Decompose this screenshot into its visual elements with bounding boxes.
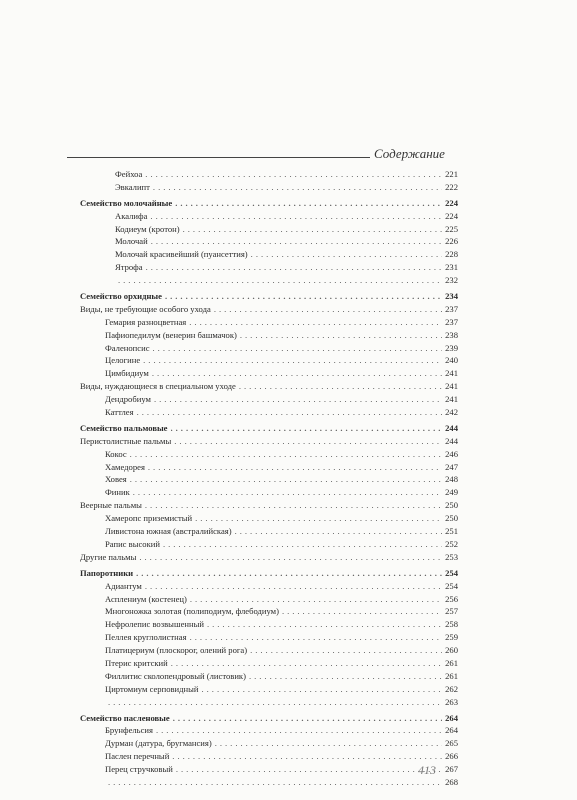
toc-title: Веерные пальмы xyxy=(80,500,142,511)
toc-section xyxy=(80,422,458,435)
dot-leader xyxy=(214,303,442,316)
toc-title: Хамедорея xyxy=(105,461,145,472)
toc-title: Семейство пасленовые xyxy=(80,712,170,723)
dot-leader xyxy=(153,181,442,194)
toc-title: Каттлея xyxy=(105,407,134,418)
dot-leader xyxy=(151,235,442,248)
dot-leader xyxy=(171,657,442,670)
toc-page-number: 225 xyxy=(445,223,458,234)
toc-page-number: 254 xyxy=(445,567,458,578)
toc-page-number: 232 xyxy=(445,275,458,286)
dot-leader xyxy=(250,644,442,657)
toc-page-number: 253 xyxy=(445,551,458,562)
toc-title: Виды, нуждающиеся в специальном уходе xyxy=(80,381,236,392)
dot-leader xyxy=(143,354,442,367)
toc-page-number: 241 xyxy=(445,394,458,405)
toc-title: Пафиопедилум (венерин башмачок) xyxy=(105,329,237,340)
toc-entry xyxy=(80,181,458,194)
dot-leader xyxy=(156,724,442,737)
toc-entry xyxy=(80,657,458,670)
toc-page-number: 258 xyxy=(445,619,458,630)
toc-title: Птерис критский xyxy=(105,657,168,668)
toc-entry xyxy=(80,406,458,419)
dot-leader xyxy=(152,367,442,380)
toc-entry xyxy=(80,261,458,274)
toc-page-number: 237 xyxy=(445,316,458,327)
toc-page-number: 262 xyxy=(445,683,458,694)
toc-title: Ятрофа xyxy=(115,262,143,273)
toc-title: Фаленопсис xyxy=(105,342,150,353)
toc-entry xyxy=(80,461,458,474)
toc-entry xyxy=(80,763,458,776)
dot-leader xyxy=(137,406,443,419)
toc-page-number: 242 xyxy=(445,407,458,418)
dot-leader xyxy=(163,538,442,551)
toc-title: Многоножка золотая (полиподиум, флебодиум) xyxy=(105,606,279,617)
toc-page-number: 251 xyxy=(445,526,458,537)
toc-entry xyxy=(80,683,458,696)
toc-title: Молочай красивейший (пуансеттия) xyxy=(115,249,248,260)
header-rule xyxy=(67,157,370,158)
dot-leader xyxy=(249,670,442,683)
toc-section xyxy=(80,567,458,580)
toc-entry xyxy=(80,342,458,355)
dot-leader xyxy=(150,210,442,223)
dot-leader xyxy=(130,473,442,486)
toc-title: Семейство орхидные xyxy=(80,291,162,302)
toc-section xyxy=(80,197,458,210)
toc-entry xyxy=(80,316,458,329)
toc-page-number: 266 xyxy=(445,751,458,762)
running-header: Содержание xyxy=(374,146,445,161)
toc-page-number: 238 xyxy=(445,329,458,340)
toc-page-number: 241 xyxy=(445,368,458,379)
toc-title: Целогине xyxy=(105,355,141,366)
dot-leader xyxy=(139,551,442,564)
toc-title: Кокос xyxy=(105,448,127,459)
toc-title: Паслен перечный xyxy=(105,751,170,762)
dot-leader xyxy=(175,197,442,210)
dot-leader xyxy=(153,342,443,355)
dot-leader xyxy=(172,750,442,763)
toc-title: Семейство пальмовые xyxy=(80,422,168,433)
toc-entry xyxy=(80,499,458,512)
dot-leader xyxy=(190,593,442,606)
toc-entry xyxy=(80,538,458,551)
toc-title: Папоротники xyxy=(80,567,134,578)
dot-leader xyxy=(130,448,442,461)
toc-page-number: 268 xyxy=(445,776,458,787)
toc-title: Пеллея круглолистная xyxy=(105,632,187,643)
toc-title: Гемария разноцветная xyxy=(105,316,187,327)
toc-title: Ливистона южная (австралийская) xyxy=(105,526,232,537)
toc-entry xyxy=(80,274,458,287)
toc-page-number: 264 xyxy=(445,712,458,723)
toc-title: Нефролепис возвышенный xyxy=(105,619,204,630)
dot-leader xyxy=(108,776,442,789)
dot-leader xyxy=(195,512,442,525)
toc-page-number: 244 xyxy=(445,435,458,446)
dot-leader xyxy=(239,380,442,393)
toc-title: Филлитис сколопендровый (листовик) xyxy=(105,670,246,681)
toc-page-number: 246 xyxy=(445,448,458,459)
toc-entry xyxy=(80,605,458,618)
toc-entry xyxy=(80,486,458,499)
toc-page-number: 261 xyxy=(445,670,458,681)
toc-page-number: 256 xyxy=(445,593,458,604)
toc-page-number: 264 xyxy=(445,725,458,736)
dot-leader xyxy=(207,618,442,631)
toc-entry xyxy=(80,618,458,631)
toc-page-number: 240 xyxy=(445,355,458,366)
toc-page-number: 250 xyxy=(445,500,458,511)
toc-page-number: 247 xyxy=(445,461,458,472)
toc-entry xyxy=(80,329,458,342)
toc-page-number: 244 xyxy=(445,422,458,433)
toc-entry xyxy=(80,303,458,316)
dot-leader xyxy=(145,499,442,512)
toc-title: Дурман (датура, бругмансия) xyxy=(105,738,212,749)
toc-title: Дендробиум xyxy=(105,394,151,405)
toc-entry xyxy=(80,593,458,606)
toc-section xyxy=(80,712,458,725)
toc-entry xyxy=(80,631,458,644)
toc-title: Асплениум (костенец) xyxy=(105,593,187,604)
toc-page-number: 228 xyxy=(445,249,458,260)
toc-title: Перистолистные пальмы xyxy=(80,435,172,446)
dot-leader xyxy=(145,580,442,593)
toc-title: Кодиеум (кротон) xyxy=(115,223,180,234)
toc-title: Адиантум xyxy=(105,580,142,591)
toc-title: Циртомиум серповидный xyxy=(105,683,199,694)
toc-page-number: 267 xyxy=(445,764,458,775)
toc-page-number: 263 xyxy=(445,696,458,707)
toc-entry xyxy=(80,210,458,223)
dot-leader xyxy=(189,316,442,329)
toc-title: Фейхоа xyxy=(115,169,143,179)
dot-leader xyxy=(215,737,442,750)
dot-leader xyxy=(136,567,442,580)
toc-entry xyxy=(80,380,458,393)
dot-leader xyxy=(173,712,442,725)
dot-leader xyxy=(240,329,442,342)
toc-page-number: 224 xyxy=(445,210,458,221)
toc-title: Рапис высокий xyxy=(105,538,160,549)
toc-entry xyxy=(80,168,458,181)
toc-title: Брунфельсия xyxy=(105,725,153,736)
dot-leader xyxy=(154,393,442,406)
dot-leader xyxy=(145,168,442,181)
toc-page-number: 252 xyxy=(445,538,458,549)
dot-leader xyxy=(235,525,443,538)
toc-title: Эвкалипт xyxy=(115,181,150,192)
dot-leader xyxy=(108,696,442,709)
toc-title: Семейство молочайные xyxy=(80,197,173,208)
toc-page-number: 249 xyxy=(445,487,458,498)
table-of-contents xyxy=(80,168,458,789)
toc-title: Ховея xyxy=(105,474,127,485)
toc-page-number: 248 xyxy=(445,474,458,485)
toc-page-number: 259 xyxy=(445,632,458,643)
toc-entry xyxy=(80,776,458,789)
toc-entry xyxy=(80,525,458,538)
toc-page-number: 265 xyxy=(445,738,458,749)
toc-page-number: 254 xyxy=(445,580,458,591)
dot-leader xyxy=(148,461,442,474)
toc-entry xyxy=(80,644,458,657)
dot-leader xyxy=(165,290,442,303)
toc-entry xyxy=(80,580,458,593)
toc-section xyxy=(80,290,458,303)
dot-leader xyxy=(282,605,442,618)
page-number: 413 xyxy=(418,763,436,777)
toc-page-number: 237 xyxy=(445,303,458,314)
toc-entry xyxy=(80,670,458,683)
toc-entry xyxy=(80,354,458,367)
toc-page-number: 231 xyxy=(445,262,458,273)
dot-leader xyxy=(118,274,442,287)
toc-page-number: 260 xyxy=(445,645,458,656)
toc-title: Цимбидиум xyxy=(105,368,149,379)
dot-leader xyxy=(174,435,442,448)
toc-title: Акалифа xyxy=(115,210,148,221)
dot-leader xyxy=(202,683,443,696)
toc-title: Молочай xyxy=(115,236,148,247)
toc-entry xyxy=(80,696,458,709)
toc-title: Финик xyxy=(105,487,130,498)
dot-leader xyxy=(176,763,442,776)
toc-title: Хамеропс приземистый xyxy=(105,513,193,524)
toc-title: Платицериум (плоскорог, олений рога) xyxy=(105,645,248,656)
toc-page-number: 261 xyxy=(445,657,458,668)
toc-entry xyxy=(80,235,458,248)
dot-leader xyxy=(146,261,443,274)
toc-title: Другие пальмы xyxy=(80,551,137,562)
toc-entry xyxy=(80,551,458,564)
toc-entry xyxy=(80,435,458,448)
toc-entry xyxy=(80,724,458,737)
toc-page-number: 221 xyxy=(445,169,458,179)
toc-page-number: 224 xyxy=(445,197,458,208)
toc-entry xyxy=(80,512,458,525)
toc-entry xyxy=(80,393,458,406)
dot-leader xyxy=(183,223,442,236)
toc-page-number: 241 xyxy=(445,381,458,392)
dot-leader xyxy=(251,248,442,261)
dot-leader xyxy=(171,422,443,435)
toc-page-number: 226 xyxy=(445,236,458,247)
toc-entry xyxy=(80,737,458,750)
toc-title: Перец стручковый xyxy=(105,764,173,775)
toc-entry xyxy=(80,223,458,236)
toc-entry xyxy=(80,367,458,380)
toc-entry xyxy=(80,473,458,486)
dot-leader xyxy=(133,486,442,499)
toc-page-number: 250 xyxy=(445,513,458,524)
toc-entry xyxy=(80,248,458,261)
toc-page-number: 222 xyxy=(445,181,458,192)
dot-leader xyxy=(190,631,443,644)
toc-page-number: 239 xyxy=(445,342,458,353)
toc-entry xyxy=(80,448,458,461)
toc-title: Виды, не требующие особого ухода xyxy=(80,303,211,314)
toc-page-number: 234 xyxy=(445,291,458,302)
toc-entry xyxy=(80,750,458,763)
toc-page-number: 257 xyxy=(445,606,458,617)
